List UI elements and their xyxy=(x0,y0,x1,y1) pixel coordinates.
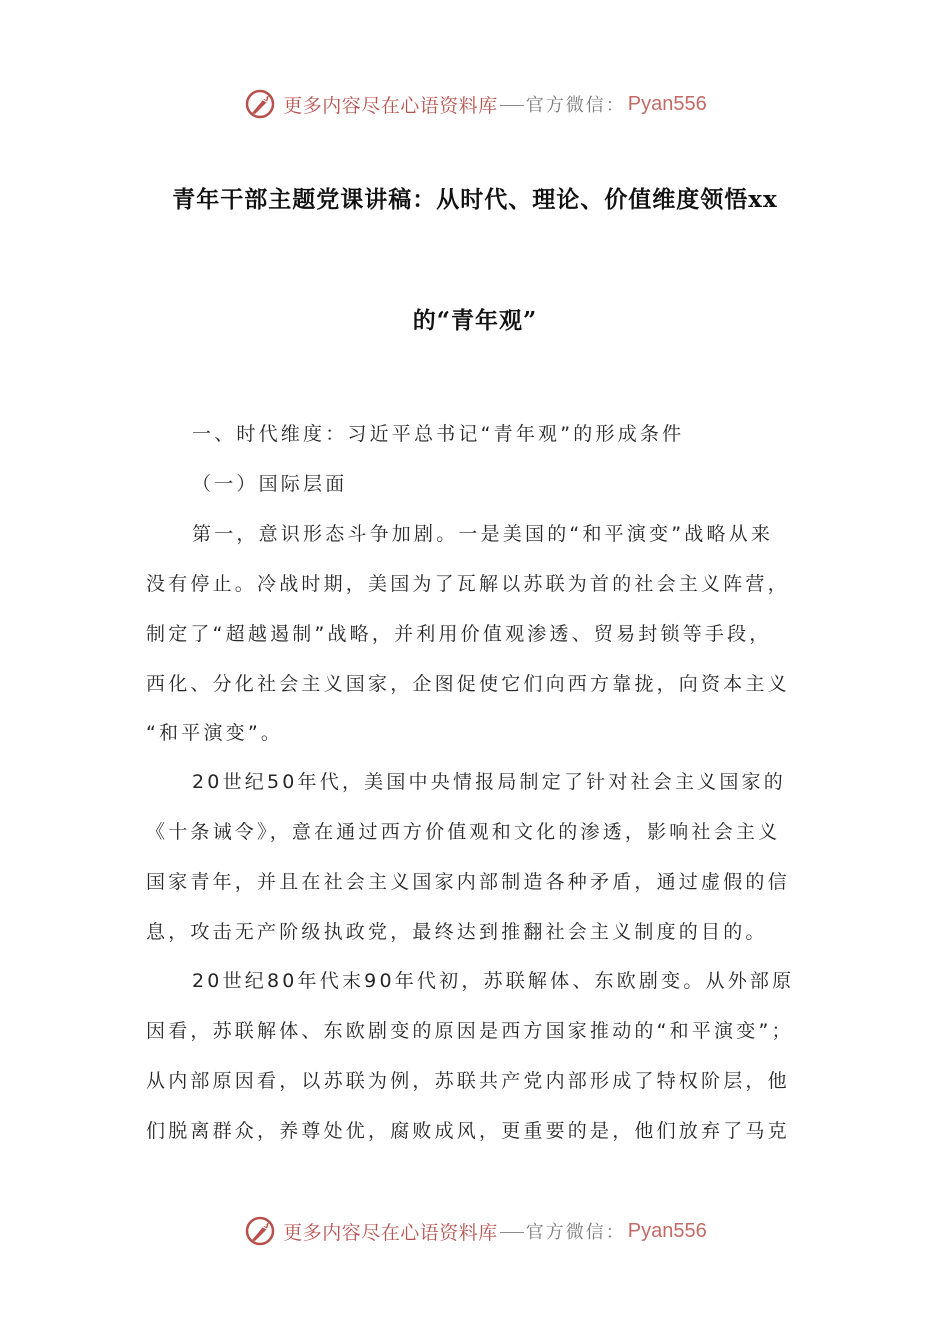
pen-nib-circle-icon xyxy=(243,86,279,122)
paragraph-line: 20世纪80年代末90年代初，苏联解体、东欧剧变。从外部原 xyxy=(192,970,795,992)
watermark-wechat-label: 官方微信： xyxy=(525,95,626,116)
header-watermark xyxy=(0,84,950,124)
subsection-heading: （一）国际层面 xyxy=(192,473,348,495)
paragraph-line: 《十条诫令》，意在通过西方价值观和文化的渗透，影响社会主义 xyxy=(146,821,781,843)
paragraph-line: 从内部原因看，以苏联为例，苏联共产党内部形成了特权阶层，他 xyxy=(146,1070,790,1092)
paragraph-line: 第一，意识形态斗争加剧。一是美国的“和平演变”战略从来 xyxy=(192,523,774,545)
watermark-separator xyxy=(500,105,524,106)
paragraph-line: “和平演变”。 xyxy=(146,722,284,744)
paragraph-line: 息，攻击无产阶级执政党，最终达到推翻社会主义制度的目的。 xyxy=(146,921,768,943)
paragraph-line: 制定了“超越遏制”战略，并利用价值观渗透、贸易封锁等手段， xyxy=(146,623,772,645)
watermark-wechat-id: Pyan556 xyxy=(627,1219,707,1242)
watermark-wechat-label: 官方微信： xyxy=(525,1222,626,1243)
footer-watermark xyxy=(0,1211,950,1251)
paragraph-line: 因看，苏联解体、东欧剧变的原因是西方国家推动的“和平演变”； xyxy=(146,1020,794,1042)
paragraph-line: 没有停止。冷战时期，美国为了瓦解以苏联为首的社会主义阵营， xyxy=(146,573,790,595)
watermark-site-name: 更多内容尽在心语资料库 xyxy=(283,94,498,117)
document-title-line-1: 青年干部主题党课讲稿：从时代、理论、价值维度领悟xx xyxy=(172,186,778,213)
paragraph-line: 20世纪50年代，美国中央情报局制定了针对社会主义国家的 xyxy=(192,771,786,793)
watermark-wechat-id: Pyan556 xyxy=(627,92,707,115)
paragraph-line: 西化、分化社会主义国家，企图促使它们向西方靠拢，向资本主义 xyxy=(146,673,790,695)
paragraph-line: 国家青年，并且在社会主义国家内部制造各种矛盾，通过虚假的信 xyxy=(146,871,790,893)
section-heading: 一、时代维度：习近平总书记“青年观”的形成条件 xyxy=(192,423,685,445)
watermark-separator xyxy=(500,1232,524,1233)
paragraph-line: 们脱离群众，养尊处优，腐败成风，更重要的是，他们放弃了马克 xyxy=(146,1120,790,1142)
watermark-site-name: 更多内容尽在心语资料库 xyxy=(283,1221,498,1244)
pen-nib-circle-icon xyxy=(243,1213,279,1249)
document-title-line-2: 的“青年观” xyxy=(412,307,538,334)
